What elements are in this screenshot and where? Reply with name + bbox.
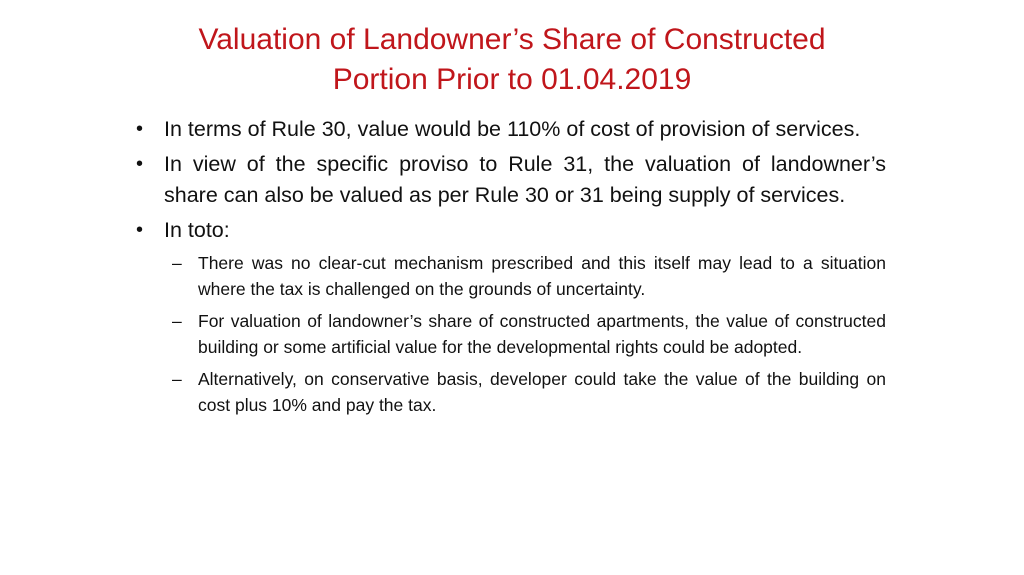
bullet-icon: • [136, 219, 144, 241]
bullet-icon: • [136, 118, 144, 140]
slide-body [134, 114, 886, 424]
dash-icon: – [172, 253, 182, 273]
title-line-1: Valuation of Landowner’s Share of Constructed [198, 23, 826, 56]
bullet-item [134, 149, 886, 211]
sub-bullet-text: There was no clear-cut mechanism prescribed and this itself may lead to a situation where the tax is challenged on the grounds of uncertainty. [198, 253, 886, 299]
dash-icon: – [172, 369, 182, 389]
bullet-text: In view of the specific proviso to Rule 31, the valuation of landowner’s share can also be valued as per Rule 30 or 31 being supply of services. [164, 152, 886, 207]
bullet-text: In toto: [164, 218, 230, 242]
sub-bullet-text: Alternatively, on conservative basis, developer could take the value of the building on cost plus 10% and pay the tax. [198, 369, 886, 415]
dash-icon: – [172, 311, 182, 331]
sub-bullet-item [134, 250, 886, 302]
slide-title [120, 20, 904, 100]
bullet-item [134, 215, 886, 246]
sub-bullet-list [134, 250, 886, 418]
bullet-icon: • [136, 153, 144, 175]
bullet-text: In terms of Rule 30, value would be 110% of cost of provision of services. [164, 117, 861, 141]
title-line-2: Portion Prior to 01.04.2019 [332, 63, 692, 96]
sub-bullet-text: For valuation of landowner’s share of constructed apartments, the value of constructed building or some artificial value for the developmental rights could be adopted. [198, 311, 886, 357]
sub-bullet-item [134, 366, 886, 418]
bullet-item [134, 114, 886, 145]
sub-bullet-item [134, 308, 886, 360]
